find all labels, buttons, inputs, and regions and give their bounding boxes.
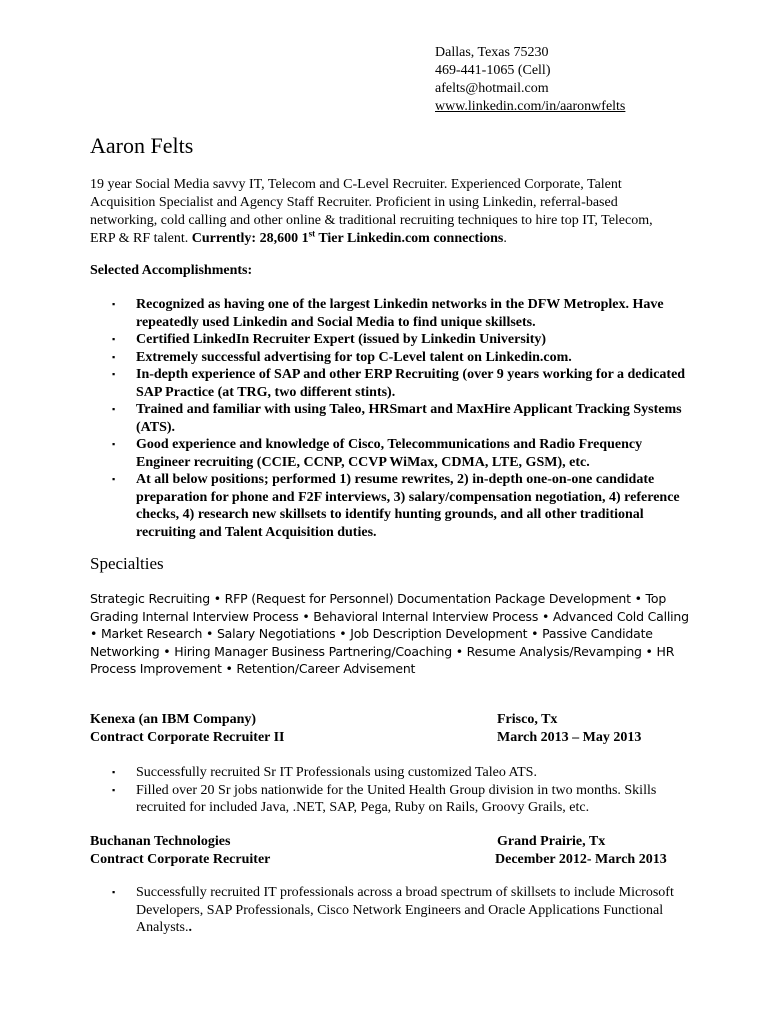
bullet-icon: ▪ bbox=[112, 767, 116, 777]
contact-linkedin-link[interactable]: www.linkedin.com/in/aaronwfelts bbox=[435, 99, 626, 114]
accomplishments-heading: Selected Accomplishments: bbox=[90, 263, 253, 278]
list-item bbox=[112, 331, 692, 349]
job-dates: March 2013 – May 2013 bbox=[497, 730, 642, 745]
bullet-icon: ▪ bbox=[112, 369, 116, 379]
list-item bbox=[112, 764, 692, 782]
contact-phone: 469-441-1065 (Cell) bbox=[435, 63, 551, 78]
accomplishment-text: Good experience and knowledge of Cisco, Telecommunications and Radio Frequency Engineer recruiting (CCIE, CCNP, CCVP WiMax, CDMA, LTE, GSM), etc. bbox=[136, 437, 643, 470]
list-item bbox=[112, 782, 692, 817]
bullet-icon: ▪ bbox=[112, 334, 116, 344]
job-dates: December 2012- March 2013 bbox=[495, 852, 667, 867]
accomplishment-text: In-depth experience of SAP and other ERP Recruiting (over 9 years working for a dedicated SAP Practice (at TRG, two different stints). bbox=[136, 367, 686, 400]
summary-connections-suffix: Tier Linkedin.com connections bbox=[315, 231, 504, 246]
accomplishment-text: Certified LinkedIn Recruiter Expert (issued by Linkedin University) bbox=[136, 332, 547, 347]
bullet-icon: ▪ bbox=[112, 351, 116, 362]
summary-paragraph bbox=[90, 176, 680, 248]
specialties-text: Strategic Recruiting • RFP (Request for Personnel) Documentation Package Development • Top Grading Internal Interview Process • Behavioral Internal Interview Process • Advanced Cold Calling • Market Research • Salary Negotiations • Job Description Development • Passive Candidate Networking • Hiring Manager Business Partnering/Coaching • Resume Analysis/Revamping • HR Process Improvement • Retention/Career Advisement bbox=[90, 591, 689, 676]
job-title: Contract Corporate Recruiter II bbox=[90, 730, 285, 745]
bullet-icon: ▪ bbox=[112, 887, 116, 897]
accomplishment-text: Trained and familiar with using Taleo, HRSmart and MaxHire Applicant Tracking Systems (ATS). bbox=[136, 402, 682, 435]
list-item bbox=[112, 366, 692, 401]
bullet-icon: ▪ bbox=[112, 439, 116, 449]
contact-city: Dallas, Texas 75230 bbox=[435, 45, 549, 60]
summary-end: . bbox=[503, 231, 507, 246]
bullet-icon: ▪ bbox=[112, 784, 116, 795]
accomplishment-text: Recognized as having one of the largest Linkedin networks in the DFW Metroplex. Have repeatedly used Linkedin and Social Media to find unique skillsets. bbox=[136, 297, 664, 330]
bullet-icon: ▪ bbox=[112, 404, 116, 414]
bullet-icon: ▪ bbox=[112, 299, 116, 309]
accomplishments-list bbox=[112, 296, 692, 541]
list-item bbox=[112, 401, 692, 436]
job-title: Contract Corporate Recruiter bbox=[90, 852, 271, 867]
accomplishment-text: At all below positions; performed 1) resume rewrites, 2) in-depth one-on-one candidate preparation for phone and F2F interviews, 3) salary/compensation negotiation, 4) reference checks, 4) research new skillsets to identify hunting grounds, and all other traditional recruiting and Talent Acquisition duties. bbox=[136, 472, 680, 540]
job-bullet-text: Successfully recruited Sr IT Professionals using customized Taleo ATS. bbox=[136, 765, 537, 780]
list-item bbox=[112, 296, 692, 331]
contact-email[interactable]: afelts@hotmail.com bbox=[435, 81, 549, 96]
summary-connections-sup: st bbox=[308, 228, 316, 239]
job-location: Grand Prairie, Tx bbox=[497, 834, 606, 849]
list-item bbox=[112, 884, 692, 937]
job-bullet-end: . bbox=[188, 920, 192, 935]
summary-text: 19 year Social Media savvy IT, Telecom and C-Level Recruiter. Experienced Corporate, Talent Acquisition Specialist and Agency Staff Recruiter. Proficient in using Linkedin, referral-based networking, cold calling and other online & traditional recruiting techniques to hire top IT, Telecom, ERP & RF talent. bbox=[90, 177, 653, 246]
summary-connections-prefix: Currently: 28,600 1 bbox=[191, 231, 309, 246]
contact-block bbox=[435, 44, 625, 116]
job-company: Kenexa (an IBM Company) bbox=[90, 712, 257, 727]
list-item bbox=[112, 471, 692, 541]
job-bullet-text: Filled over 20 Sr jobs nationwide for the United Health Group division in two months. Skills recruited for included Java, .NET, SAP, Pega, Ruby on Rails, Groovy Grails, etc. bbox=[136, 782, 657, 815]
list-item bbox=[112, 436, 692, 471]
job-company: Buchanan Technologies bbox=[90, 834, 231, 849]
bullet-icon: ▪ bbox=[112, 474, 116, 484]
job-bullets bbox=[112, 764, 692, 817]
specialties-heading: Specialties bbox=[90, 554, 164, 573]
job-bullets bbox=[112, 884, 692, 937]
job-bullet-text: Successfully recruited IT professionals across a broad spectrum of skillsets to include Microsoft Developers, SAP Professionals, Cisco Network Engineers and Oracle Applications Functional Analysts. bbox=[136, 885, 674, 935]
candidate-name: Aaron Felts bbox=[90, 133, 194, 158]
accomplishment-text: Extremely successful advertising for top C-Level talent on Linkedin.com. bbox=[136, 349, 572, 365]
list-item bbox=[112, 349, 692, 367]
job-location: Frisco, Tx bbox=[497, 712, 558, 727]
